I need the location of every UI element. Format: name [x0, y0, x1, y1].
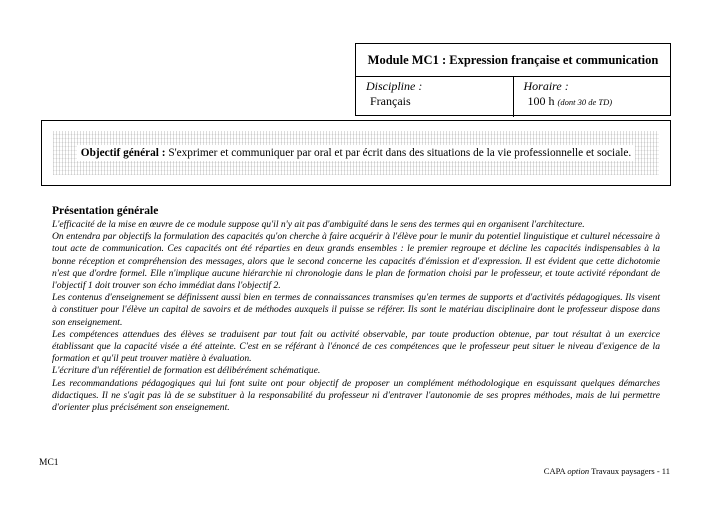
horaire-label: Horaire : — [523, 79, 569, 93]
horaire-value-line — [524, 94, 661, 110]
paragraph: On entendra par objectifs la formulation des capacités qu'on cherche à faire acquérir à l'élève pour le munir du potentiel linguistique et culturel nécessaire à tout acte de communication. Ces capacités ont été réparties en deux grands ensembles : le premier regroupe et décline les capacités indispensables à la bonne réception et compréhension des messages, alors que le second concerne les capacités d'émission et d'expression. Il est évident que cette dichotomie n'est que d'ordre formel. Elle n'implique aucune hiérarchie ni chronologie dans le plan de formation choisi par le professeur, et toute activité répondant de l'objectif 1 doit trouver son écho immédiat dans l'objectif 2. — [52, 231, 660, 292]
module-title: Module MC1 : Expression française et communication — [356, 44, 670, 77]
footer-prefix: CAPA — [543, 466, 566, 476]
footer-page-info — [544, 466, 670, 476]
paragraph: L'écriture d'un référentiel de formation est délibérément schématique. — [52, 365, 321, 377]
paragraph: Les contenus d'enseignement se définissent aussi bien en termes de connaissances transmises qu'en termes de supports et d'activités pédagogiques. Ils visent à constituer pour l'élève un capital de savoirs et de méthodes auxquels il puisse se référer. Ils sont le matériau disciplinaire dont le professeur dispose dans son enseignement. — [52, 292, 660, 328]
paragraph: L'efficacité de la mise en œuvre de ce module suppose qu'il n'y ait pas d'ambiguïté dans le sens des termes qui en organisent l'architecture. — [52, 219, 585, 230]
horaire-value: 100 h — [527, 94, 555, 108]
footer-module-code: MC1 — [39, 458, 59, 468]
section-heading: Présentation générale — [52, 205, 159, 217]
discipline-value: Français — [370, 94, 411, 108]
module-info-row — [356, 77, 670, 117]
objective-label: Objectif général : — [80, 147, 166, 159]
objective-box — [41, 120, 671, 186]
paragraph: Les compétences attendues des élèves se traduisent par tout fait ou activité observable, par toute production obtenue, par tout résultat à un exercice établissant que la capacité visée a été atteinte. C'est en se référant à l'énoncé de ces compétences que le professeur peut situer le niveau d'exigence de la formation et qu'il peut trouver matière à évaluation. — [52, 328, 660, 365]
horaire-cell — [513, 77, 671, 117]
footer-suffix: Travaux paysagers - 11 — [591, 466, 670, 476]
horaire-note: (dont 30 de TD) — [557, 97, 613, 107]
objective-text: S'exprimer et communiquer par oral et par écrit dans des situations de la vie professionnelle et sociale. — [168, 147, 632, 159]
presentation-body — [52, 219, 660, 414]
module-header-table — [355, 43, 671, 116]
footer-option: option — [567, 466, 590, 476]
objective-statement — [77, 145, 635, 161]
paragraph: Les recommandations pédagogiques qui lui font suite ont pour objectif de proposer un complément méthodologique en esquissant quelques démarches didactiques. Il ne s'agit pas là de se substituer à la responsabilité du professeur ni d'entraver l'autonomie de ses propres méthodes, mais de lui permettre d'orienter plus précisément son enseignement. — [52, 377, 660, 414]
objective-shaded-area — [53, 131, 659, 175]
discipline-label: Discipline : — [366, 79, 423, 93]
discipline-cell — [356, 77, 513, 117]
